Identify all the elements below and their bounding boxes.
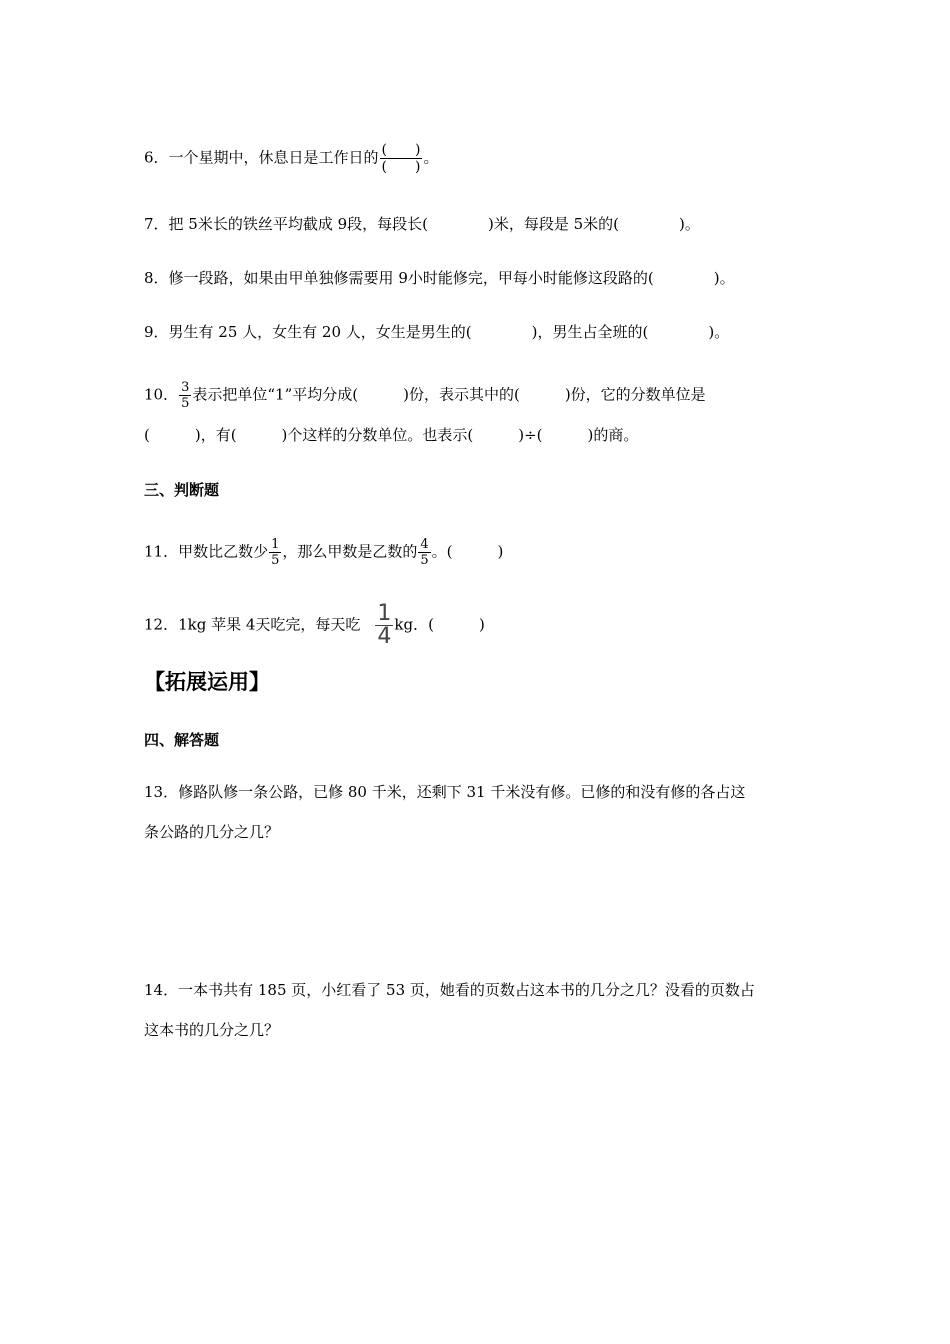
- question-12-part-b: kg．( ): [394, 615, 485, 634]
- fraction-1-4-image: [375, 603, 393, 648]
- numerator: 4: [420, 537, 429, 552]
- blank-fraction: [380, 142, 423, 175]
- fraction-4-5: [418, 537, 430, 568]
- question-10: [144, 380, 706, 411]
- question-6-text: 6．一个星期中，休息日是工作日的: [144, 148, 379, 167]
- question-12: [144, 603, 485, 648]
- question-14-line1: 14．一本书共有 185 页，小红看了 53 页，她看的页数占这本书的几分之几？没看的页数占: [144, 981, 755, 999]
- question-9: 9．男生有 25 人，女生有 20 人，女生是男生的( )，男生占全班的( )。: [144, 323, 730, 341]
- denominator: 5: [420, 553, 429, 568]
- question-6: [144, 142, 439, 175]
- numerator: 3: [181, 380, 190, 395]
- question-6-end: 。: [423, 148, 439, 167]
- section-answer-title: 四、解答题: [144, 731, 220, 749]
- numerator: 1: [271, 537, 280, 552]
- question-11-part-b: ，那么甲数是乙数的: [282, 542, 418, 561]
- denominator: 4: [377, 624, 392, 649]
- question-7: 7．把 5米长的铁丝平均截成 9段，每段长( )米，每段是 5米的( )。: [144, 215, 700, 233]
- question-10-text: 表示把单位“1”平均分成( )份，表示其中的( )份，它的分数单位是: [192, 385, 706, 404]
- expand-section-title: 【拓展运用】: [144, 670, 270, 694]
- question-11-part-c: 。( ): [431, 542, 504, 561]
- blank-numerator[interactable]: ( ): [381, 142, 421, 158]
- question-10-line2: ( )，有( )个这样的分数单位。也表示( )÷( )的商。: [144, 426, 639, 444]
- fraction-3-5: [179, 380, 191, 411]
- question-12-part-a: 12．1kg 苹果 4天吃完，每天吃: [144, 615, 361, 634]
- numerator: 1: [377, 601, 392, 626]
- question-11-part-a: 11．甲数比乙数少: [144, 542, 269, 561]
- section-judgement-title: 三、判断题: [144, 481, 220, 499]
- question-10-number: 10．: [144, 385, 179, 404]
- blank-denominator[interactable]: ( ): [381, 159, 421, 175]
- question-14-line2: 这本书的几分之几？: [144, 1021, 280, 1039]
- question-8: 8．修一段路，如果由甲单独修需要用 9小时能修完，甲每小时能修这段路的( )。: [144, 269, 735, 287]
- question-13-line1: 13．修路队修一条公路，已修 80 千米，还剩下 31 千米没有修。已修的和没有修的各占这: [144, 783, 746, 801]
- question-11: [144, 537, 503, 568]
- question-13-line2: 条公路的几分之几？: [144, 823, 280, 841]
- denominator: 5: [271, 553, 280, 568]
- fraction-1-5: [269, 537, 281, 568]
- denominator: 5: [181, 396, 190, 411]
